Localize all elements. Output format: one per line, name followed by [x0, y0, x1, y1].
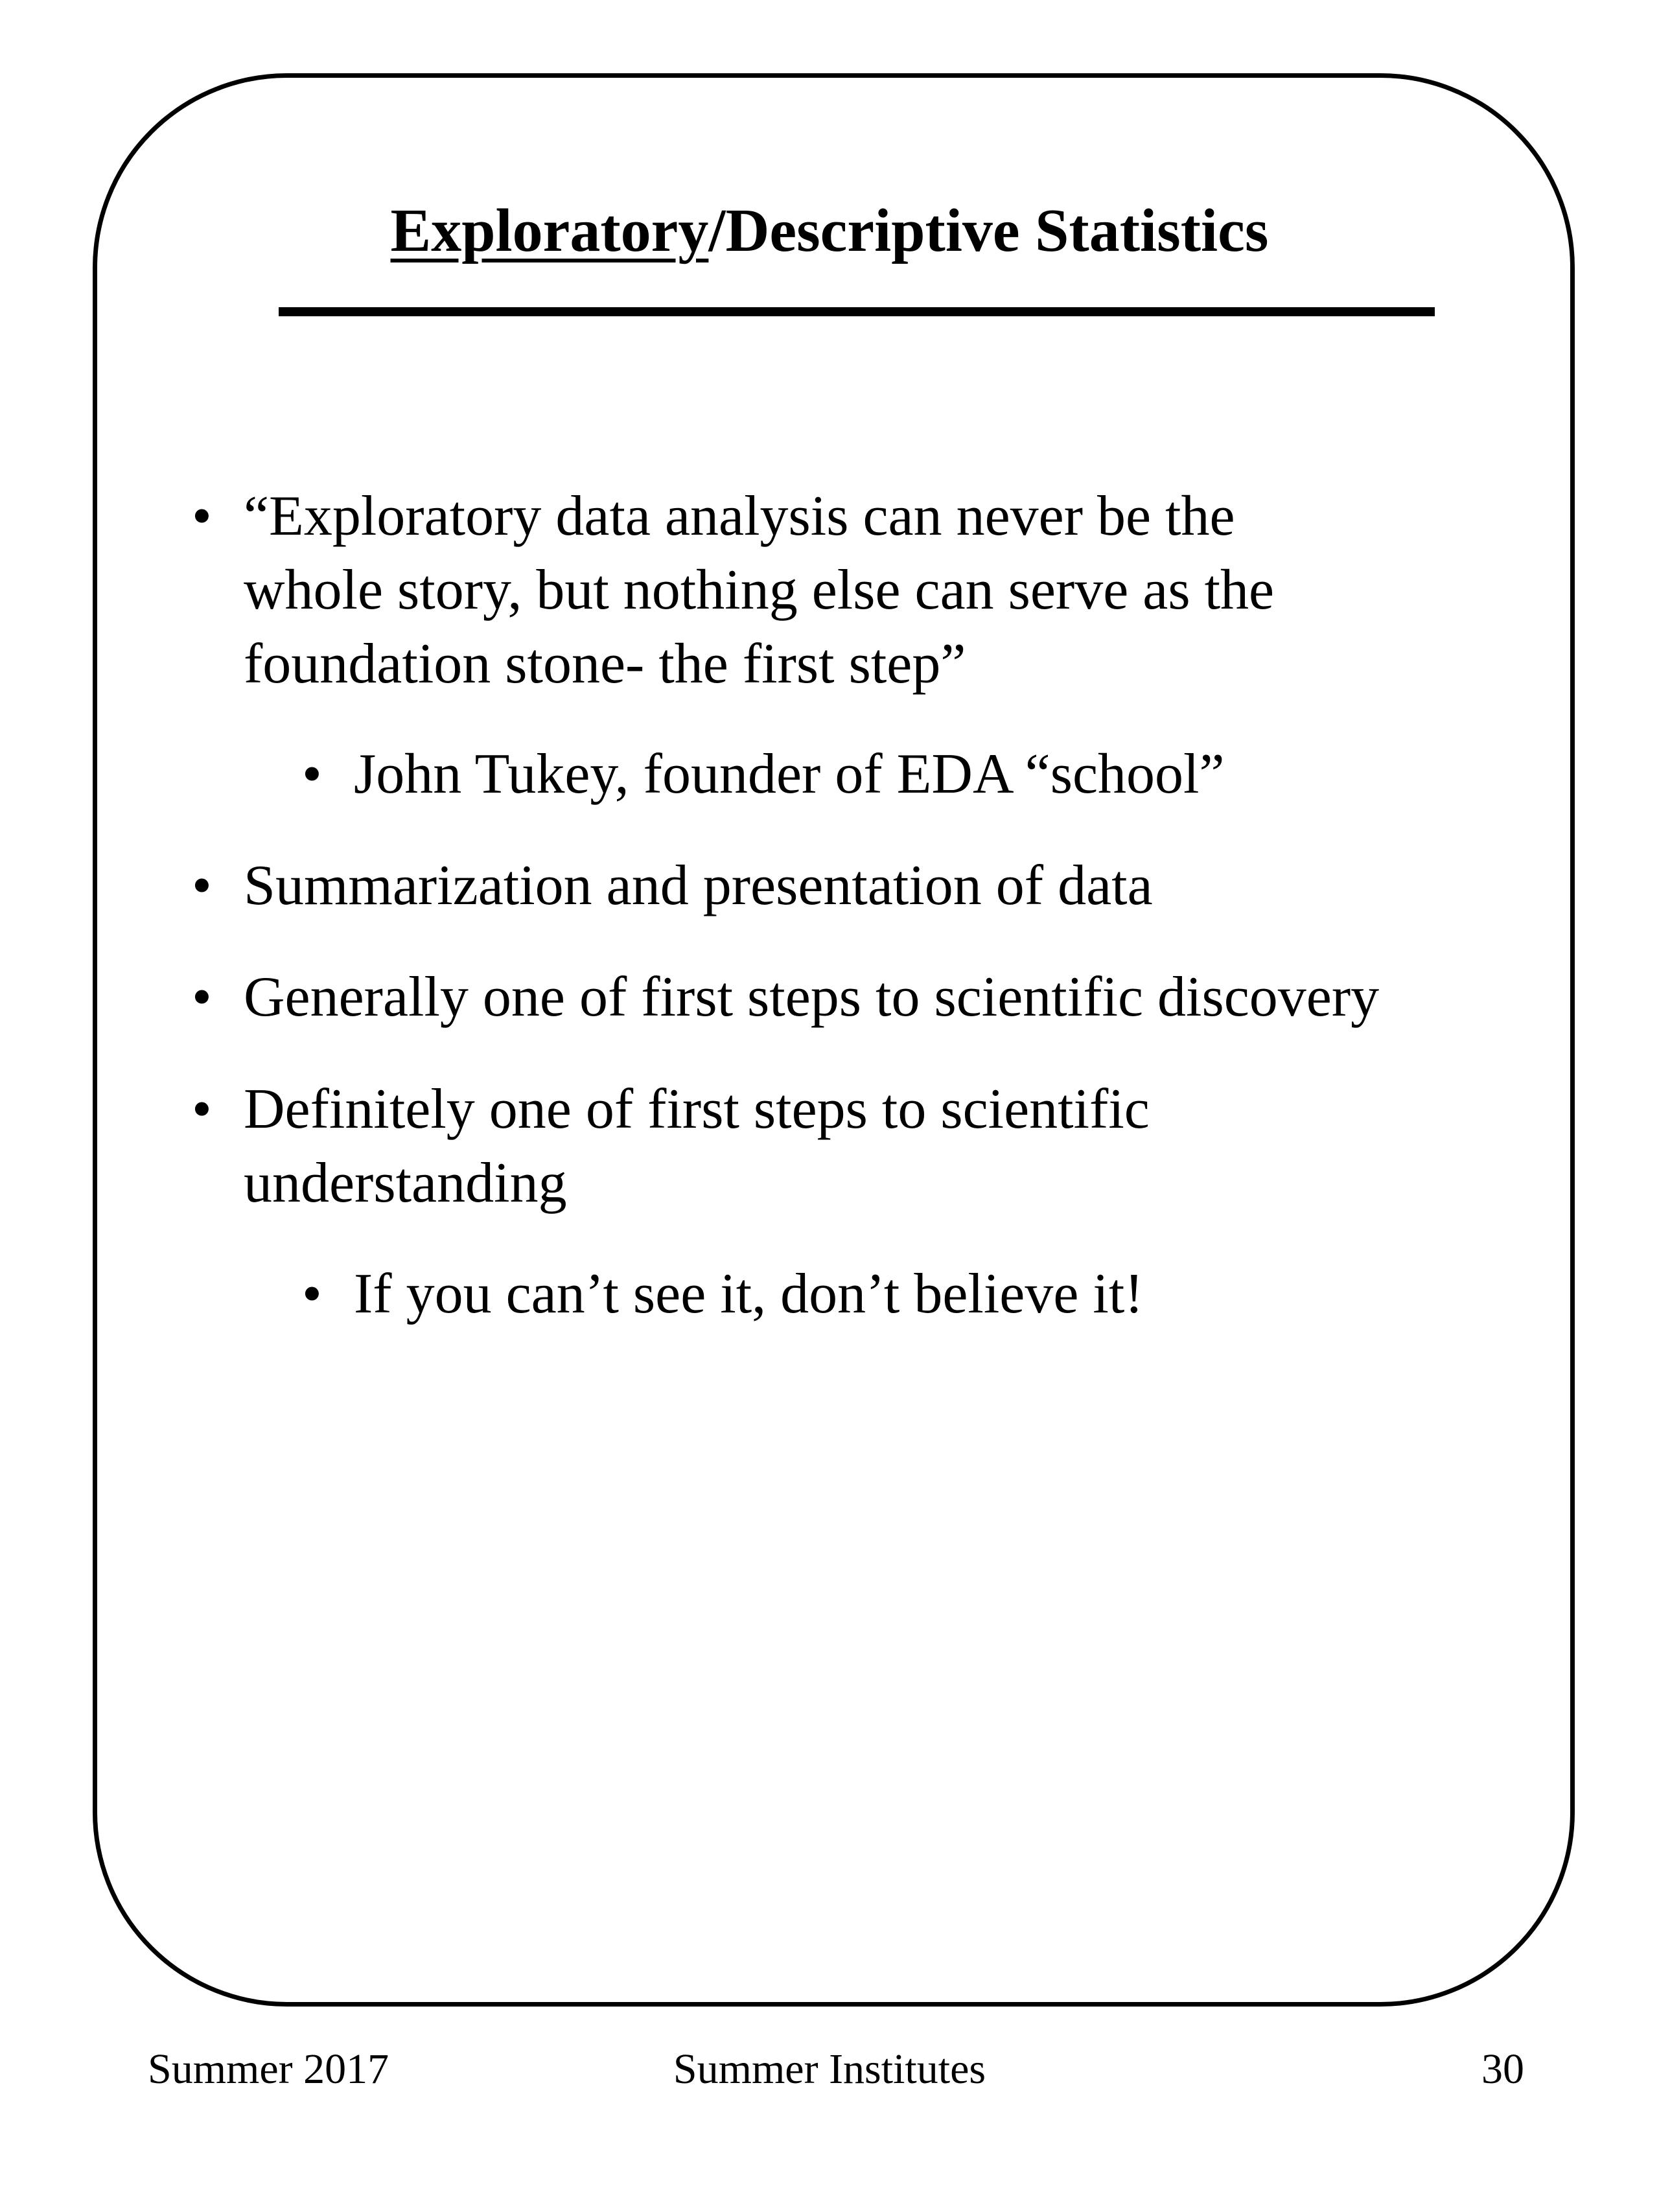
- footer-page-number: 30: [1481, 2045, 1524, 2093]
- bullet-dot: •: [192, 966, 212, 1029]
- footer-date: Summer 2017: [148, 2045, 389, 2093]
- bullet-line: John Tukey, founder of EDA “school”: [354, 743, 1225, 806]
- bullet-line: whole story, but nothing else can serve as the: [244, 559, 1275, 622]
- bullet-line: If you can’t see it, don’t believe it!: [354, 1263, 1144, 1325]
- footer-title: Summer Institutes: [673, 2045, 986, 2093]
- bullet-dot: •: [302, 743, 322, 806]
- slide-title-underlined: Exploratory: [390, 197, 709, 264]
- bullet-dot: •: [192, 854, 212, 917]
- bullet-item: [192, 480, 1275, 701]
- bullet-item: [192, 1073, 1150, 1220]
- bullet-line: Definitely one of first steps to scientific: [244, 1078, 1150, 1141]
- bullet-line: foundation stone- the first step”: [244, 633, 966, 695]
- bullet-item: [302, 1257, 1144, 1331]
- bullet-line: understanding: [244, 1152, 567, 1215]
- bullet-line: Generally one of first steps to scientific discovery: [244, 966, 1380, 1029]
- bullet-line: Summarization and presentation of data: [244, 854, 1153, 917]
- bullet-dot: •: [192, 1078, 212, 1141]
- bullet-line: “Exploratory data analysis can never be the: [244, 485, 1235, 548]
- bullet-item: [192, 960, 1380, 1034]
- bullet-dot: •: [192, 485, 212, 548]
- bullet-item: [302, 738, 1225, 811]
- bullet-item: [192, 849, 1153, 923]
- slide-title-rest: /Descriptive Statistics: [708, 197, 1269, 264]
- bullet-dot: •: [302, 1263, 322, 1325]
